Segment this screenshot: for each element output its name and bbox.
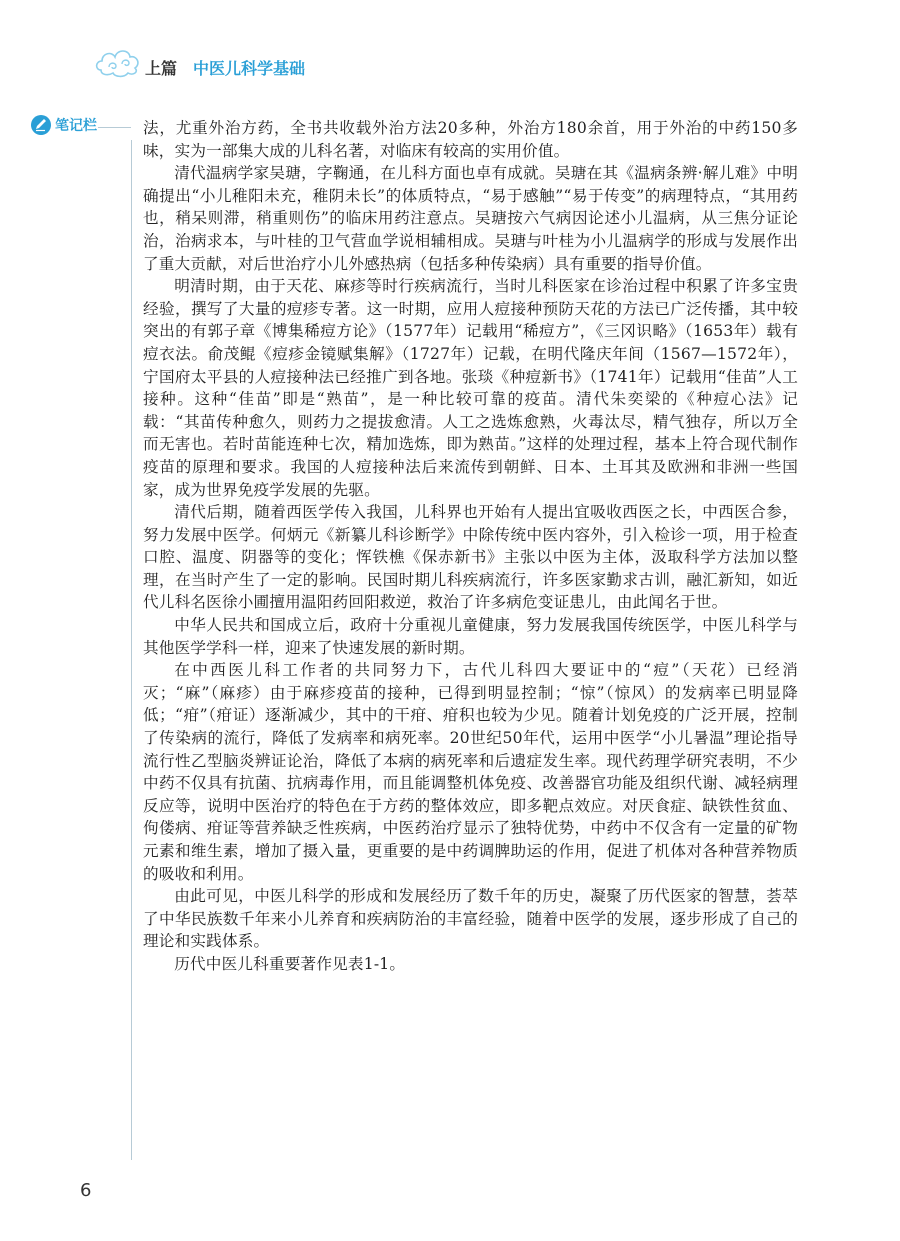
paragraph: 中华人民共和国成立后，政府十分重视儿童健康，努力发展我国传统医学，中医儿科学与其他医学学科一样，迎来了快速发展的新时期。 [143,616,798,657]
chapter-title: 中医儿科学基础 [193,59,306,78]
page-header [95,40,855,100]
paragraph: 明清时期，由于天花、麻疹等时行疾病流行，当时儿科医家在诊治过程中积累了许多宝贵经验，撰写了大量的痘疹专著。这一时期，应用人痘接种预防天花的方法已广泛传播，其中较突出的有郭子章《博集稀痘方论》（1577年）记载用“稀痘方”，《三冈识略》（1653年）载有痘衣法。俞茂鲲《痘疹金镜赋集解》（1727年）记载，在明代隆庆年间（1567—1572年），宁国府太平县的人痘接种法已经推广到各地。张琰《种痘新书》（1741年）记载用“佳苗”人工接种。这种“佳苗”即是“熟苗”，是一种比较可靠的疫苗。清代朱奕梁的《种痘心法》记载：“其苗传种愈久，则药力之提拔愈清。人工之选炼愈熟，火毒汰尽，精气独存，所以万全而无害也。若时苗能连种七次，精加选炼，即为熟苗。”这样的处理过程，基本上符合现代制作疫苗的原理和要求。我国的人痘接种法后来流传到朝鲜、日本、土耳其及欧洲和非洲一些国家，成为世界免疫学发展的先驱。 [143,277,798,499]
notes-column-label [30,114,97,136]
paragraph: 在中西医儿科工作者的共同努力下，古代儿科四大要证中的“痘”（天花）已经消灭；“麻”（麻疹）由于麻疹疫苗的接种，已得到明显控制；“惊”（惊风）的发病率已明显降低；“疳”（疳证）逐渐减少，其中的干疳、疳积也较为少见。随着计划免疫的广泛开展，控制了传染病的流行，降低了发病率和病死率。20世纪50年代，运用中医学“小儿暑温”理论指导流行性乙型脑炎辨证论治，降低了本病的病死率和后遗症发生率。现代药理学研究表明，不少中药不仅具有抗菌、抗病毒作用，而且能调整机体免疫、改善器官功能及组织代谢、减轻病理反应等，说明中医治疗的特色在于方药的整体效应，即多靶点效应。对厌食症、缺铁性贫血、佝偻病、疳证等营养缺乏性疾病，中医药治疗显示了独特优势，中药中不仅含有一定量的矿物元素和维生素，增加了摄入量，更重要的是中药调脾助运的作用，促进了机体对各种营养物质的吸收和利用。 [143,661,798,883]
part-label: 上篇 [145,59,178,78]
cloud-swirl-icon [95,40,143,80]
paragraph: 清代温病学家吴瑭，字鞠通，在儿科方面也卓有成就。吴瑭在其《温病条辨·解儿难》中明确提出“小儿稚阳未充，稚阴未长”的体质特点，“易于感触”“易于传变”的病理特点，“其用药也，稍呆则滞，稍重则伤”的临床用药注意点。吴瑭按六气病因论述小儿温病，从三焦分证论治，治病求本，与叶桂的卫气营血学说相辅相成。吴瑭与叶桂为小儿温病学的形成与发展作出了重大贡献，对后世治疗小儿外感热病（包括多种传染病）具有重要的指导价值。 [143,164,798,273]
paragraph: 清代后期，随着西医学传入我国，儿科界也开始有人提出宜吸收西医之长，中西医合参，努力发展中医学。何炳元《新纂儿科诊断学》中除传统中医内容外，引入检诊一项，用于检查口腔、温度、阴器等的变化；恽铁樵《保赤新书》主张以中医为主体，汲取科学方法加以整理，在当时产生了一定的影响。民国时期儿科疾病流行，许多医家勤求古训，融汇新知，如近代儿科名医徐小圃擅用温阳药回阳救逆，救治了许多病危变证患儿，由此闻名于世。 [143,503,798,612]
page-number: 6 [80,1180,92,1201]
margin-divider-horizontal [98,127,131,128]
body-text [143,117,798,976]
paragraph: 历代中医儿科重要著作见表1-1。 [174,954,406,973]
paragraph: 法，尤重外治方药，全书共收载外治方法20多种，外治方180余首，用于外治的中药150多味，实为一部集大成的儿科名著，对临床有较高的实用价值。 [143,119,798,160]
paragraph: 由此可见，中医儿科学的形成和发展经历了数千年的历史，凝聚了历代医家的智慧，荟萃了中华民族数千年来小儿养育和疾病防治的丰富经验，随着中医学的发展，逐步形成了自己的理论和实践体系。 [143,887,798,951]
pencil-note-icon [30,114,52,136]
margin-divider-vertical [131,140,132,1160]
notes-label: 笔记栏 [55,118,97,134]
